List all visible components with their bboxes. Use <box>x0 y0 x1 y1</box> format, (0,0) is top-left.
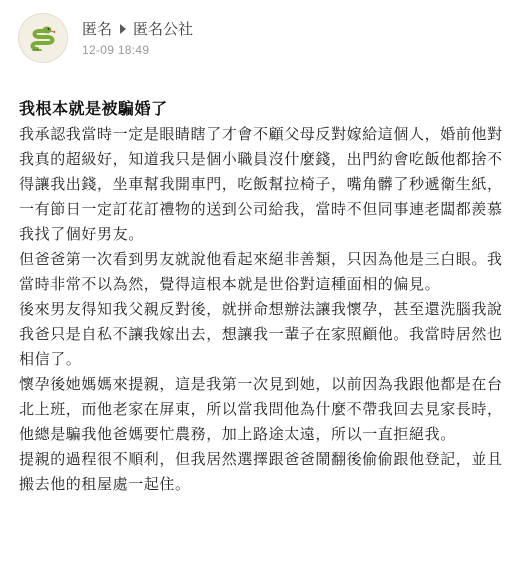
post-content <box>19 122 511 497</box>
avatar[interactable] <box>18 13 68 63</box>
author-name[interactable]: 匿名 <box>82 20 113 38</box>
post-header <box>18 12 193 64</box>
post-timestamp: 12-09 18:49 <box>82 43 150 57</box>
snake-icon <box>28 22 58 54</box>
post-paragraph: 我承認我當時一定是眼睛瞎了才會不顧父母反對嫁給這個人，婚前他對我真的超級好，知道我只是個小職員沒什麼錢，出門約會吃飯他都捨不得讓我出錢，坐車幫我開車門，吃飯幫拉椅子，嘴角髒了秒遞衛生紙，一有節日一定訂花訂禮物的送到公司給我，當時不但同事連老闆都羨慕我找了個好男友。 <box>19 125 503 243</box>
author-board-line <box>82 19 193 39</box>
post-paragraph: 懷孕後她媽媽來提親，這是我第一次見到她，以前因為我跟他都是在台北上班，而他老家在屏東，所以當我問他為什麼不帶我回去見家長時，他總是騙我他爸媽要忙農務，加上路途太遠，所以一直拒絕我。 <box>19 375 503 443</box>
post-paragraph: 後來男友得知我父親反對後，就拼命想辦法讓我懷孕，甚至還洗腦我說我爸只是自私不讓我嫁出去，想讓我一輩子在家照顧他。我當時居然也相信了。 <box>19 300 503 368</box>
post-meta <box>82 19 193 57</box>
board-name[interactable]: 匿名公社 <box>133 20 194 38</box>
post-paragraph: 提親的過程很不順利，但我居然選擇跟爸爸鬧翻後偷偷跟他登記，並且搬去他的租屋處一起住。 <box>19 450 503 493</box>
post-paragraph: 但爸爸第一次看到男友就說他看起來絕非善類，只因為他是三白眼。我當時非常不以為然，覺得這根本就是世俗對這種面相的偏見。 <box>19 250 503 293</box>
triangle-right-icon <box>120 24 126 34</box>
post-title: 我根本就是被騙婚了 <box>19 99 168 118</box>
